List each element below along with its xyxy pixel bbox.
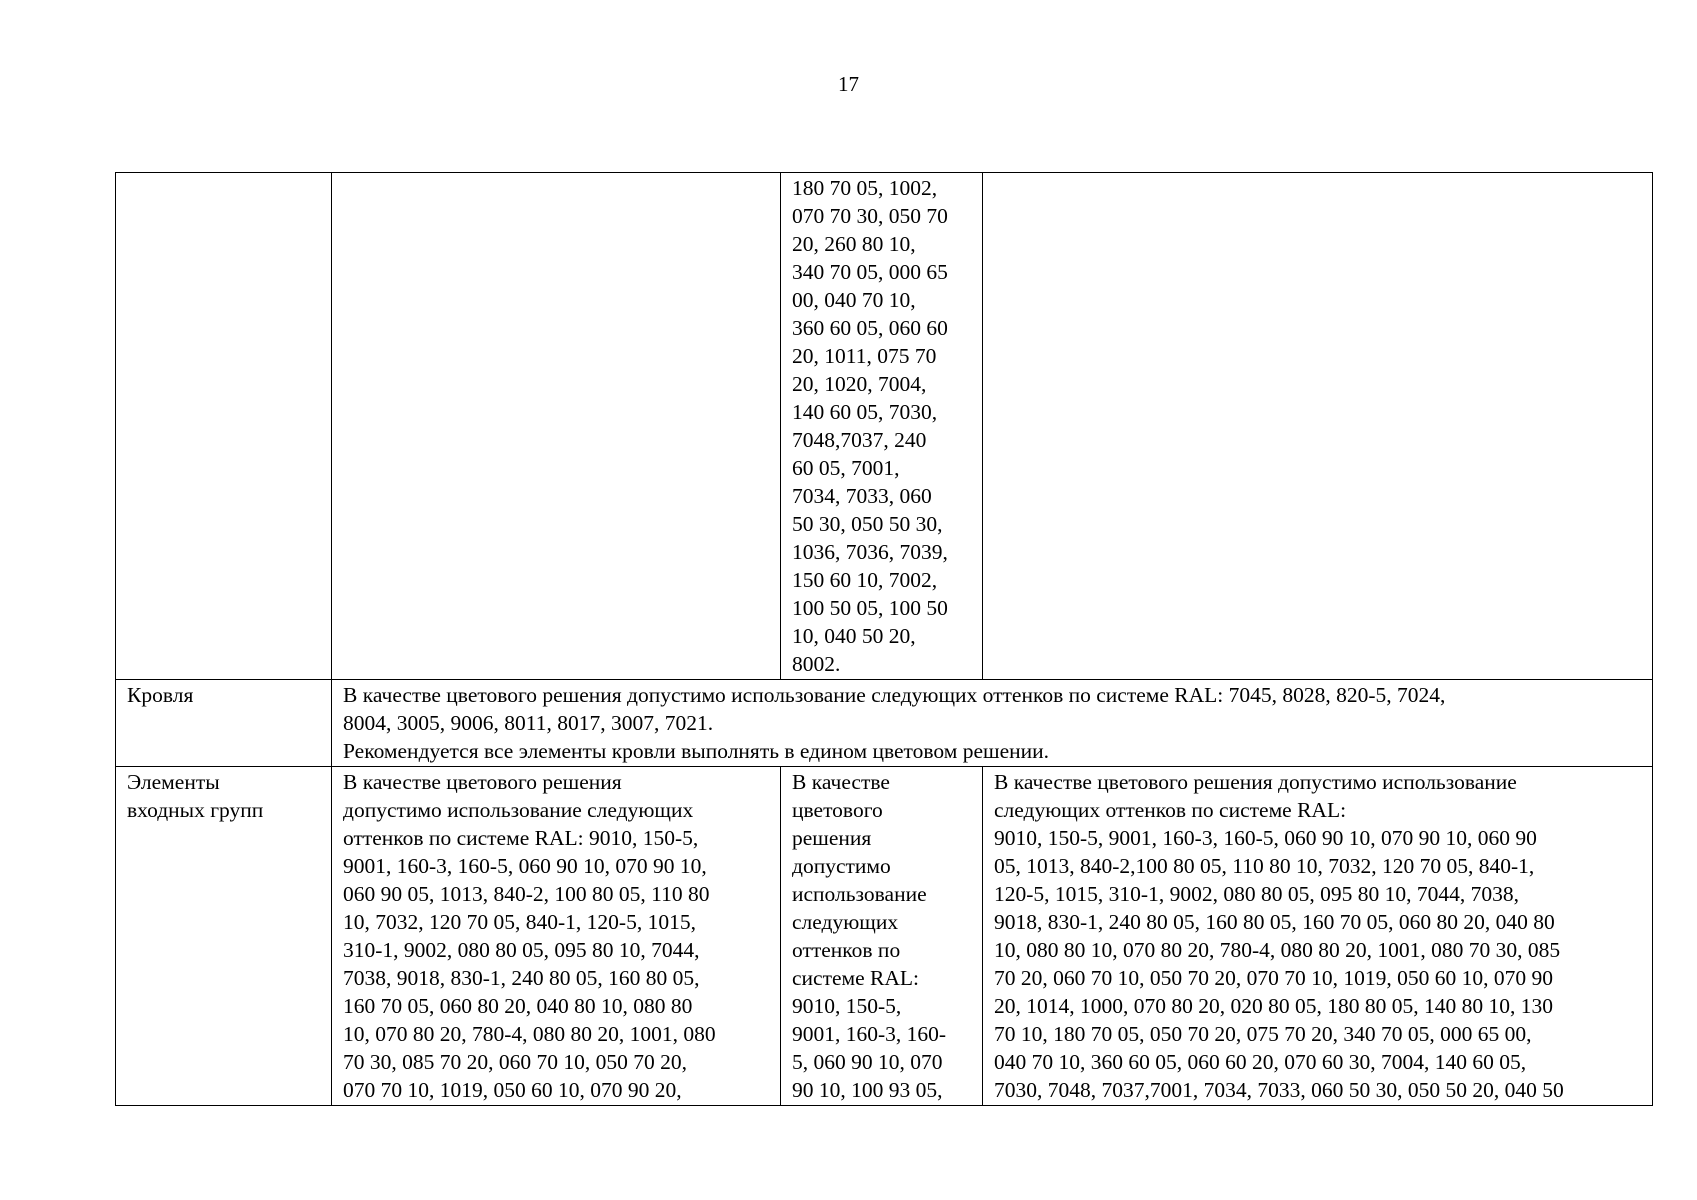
text-line: 360 60 05, 060 60 (792, 316, 948, 340)
text-line: 8004, 3005, 9006, 8011, 8017, 3007, 7021. (343, 711, 714, 735)
text-line: В качестве цветового решения допустимо использование (994, 770, 1517, 794)
text-line: 90 10, 100 93 05, (792, 1078, 943, 1102)
text-line: системе RAL: (792, 966, 920, 990)
text-line: 120-5, 1015, 310-1, 9002, 080 80 05, 095 80 10, 7044, 7038, (994, 882, 1519, 906)
text-line: 20, 260 80 10, (792, 232, 916, 256)
cell-col4-empty (983, 173, 1653, 680)
text-line: В качестве цветового решения допустимо использование следующих оттенков по системе RAL: 7045, 8028, 820-5, 7024, (343, 683, 1446, 707)
text-line: 9010, 150-5, 9001, 160-3, 160-5, 060 90 10, 070 90 10, 060 90 (994, 826, 1537, 850)
text-line: 20, 1011, 075 70 (792, 344, 937, 368)
entrance-col4-lines (994, 768, 1642, 1104)
text-line: 05, 1013, 840-2,100 80 05, 110 80 10, 7032, 120 70 05, 840-1, (994, 854, 1535, 878)
text-line: 10, 080 80 10, 070 80 20, 780-4, 080 80 20, 1001, 080 70 30, 085 (994, 938, 1561, 962)
entrance-col3-lines (792, 768, 972, 1104)
text-line: 140 60 05, 7030, (792, 400, 938, 424)
text-line: 10, 040 50 20, (792, 624, 916, 648)
text-line: 310-1, 9002, 080 80 05, 095 80 10, 7044, (343, 938, 700, 962)
roof-description-lines (343, 681, 1642, 765)
text-line: 70 10, 180 70 05, 050 70 20, 075 70 20, 340 70 05, 000 65 00, (994, 1022, 1532, 1046)
text-line: 180 70 05, 1002, (792, 176, 938, 200)
entrance-col2-lines (343, 768, 770, 1104)
text-line: В качестве (792, 770, 890, 794)
text-line: оттенков по (792, 938, 901, 962)
text-line: Элементы (127, 770, 220, 794)
text-line: 070 70 10, 1019, 050 60 10, 070 90 20, (343, 1078, 682, 1102)
text-line: 60 05, 7001, (792, 456, 900, 480)
cell-roof-label: Кровля (116, 680, 332, 767)
text-line: 8002. (792, 652, 841, 676)
text-line: решения (792, 826, 872, 850)
cell-entrance-col4 (983, 767, 1653, 1106)
cell-roof-description (332, 680, 1653, 767)
text-line: 10, 7032, 120 70 05, 840-1, 120-5, 1015, (343, 910, 696, 934)
text-line: 70 20, 060 70 10, 050 70 20, 070 70 10, 1019, 050 60 10, 070 90 (994, 966, 1553, 990)
text-line: В качестве цветового решения (343, 770, 622, 794)
text-line: 70 30, 085 70 20, 060 70 10, 050 70 20, (343, 1050, 687, 1074)
cell-entrance-label (116, 767, 332, 1106)
text-line: входных групп (127, 798, 264, 822)
text-line: допустимо (792, 854, 891, 878)
text-line: 20, 1020, 7004, (792, 372, 927, 396)
text-line: 7034, 7033, 060 (792, 484, 932, 508)
page-number: 17 (838, 72, 859, 96)
col3-continued-lines (792, 174, 972, 678)
cell-entrance-col3 (781, 767, 983, 1106)
text-line: 1036, 7036, 7039, (792, 540, 948, 564)
text-line: 150 60 10, 7002, (792, 568, 938, 592)
text-line: 9010, 150-5, (792, 994, 902, 1018)
cell-col2-empty (332, 173, 781, 680)
text-line: следующих (792, 910, 899, 934)
text-line: 040 70 10, 360 60 05, 060 60 20, 070 60 30, 7004, 140 60 05, (994, 1050, 1527, 1074)
text-line: 100 50 05, 100 50 (792, 596, 948, 620)
text-line: 5, 060 90 10, 070 (792, 1050, 943, 1074)
table-row-roof (116, 680, 1653, 767)
table-row-continued (116, 173, 1653, 680)
cell-element-empty (116, 173, 332, 680)
text-line: 10, 070 80 20, 780-4, 080 80 20, 1001, 080 (343, 1022, 716, 1046)
cell-col3-continued (781, 173, 983, 680)
text-line: 340 70 05, 000 65 (792, 260, 948, 284)
text-line: 160 70 05, 060 80 20, 040 80 10, 080 80 (343, 994, 693, 1018)
text-line: 20, 1014, 1000, 070 80 20, 020 80 05, 180 80 05, 140 80 10, 130 (994, 994, 1553, 1018)
text-line: 9001, 160-3, 160-5, 060 90 10, 070 90 10, (343, 854, 707, 878)
text-line: использование (792, 882, 927, 906)
text-line: следующих оттенков по системе RAL: (994, 798, 1347, 822)
text-line: 7048,7037, 240 (792, 428, 927, 452)
text-line: 060 90 05, 1013, 840-2, 100 80 05, 110 80 (343, 882, 710, 906)
text-line: допустимо использование следующих (343, 798, 694, 822)
text-line: 9001, 160-3, 160- (792, 1022, 947, 1046)
text-line: 070 70 30, 050 70 (792, 204, 948, 228)
text-line: оттенков по системе RAL: 9010, 150-5, (343, 826, 699, 850)
cell-entrance-col2 (332, 767, 781, 1106)
table-row-entrance (116, 767, 1653, 1106)
entrance-label-lines (127, 768, 321, 824)
text-line: 9018, 830-1, 240 80 05, 160 80 05, 160 70 05, 060 80 20, 040 80 (994, 910, 1555, 934)
color-scheme-table (115, 172, 1653, 1106)
text-line: 7030, 7048, 7037,7001, 7034, 7033, 060 50 30, 050 50 20, 040 50 (994, 1078, 1564, 1102)
text-line: цветового (792, 798, 883, 822)
text-line: 00, 040 70 10, (792, 288, 916, 312)
text-line: 7038, 9018, 830-1, 240 80 05, 160 80 05, (343, 966, 700, 990)
text-line: Рекомендуется все элементы кровли выполнять в едином цветовом решении. (343, 739, 1050, 763)
text-line: 50 30, 050 50 30, (792, 512, 943, 536)
